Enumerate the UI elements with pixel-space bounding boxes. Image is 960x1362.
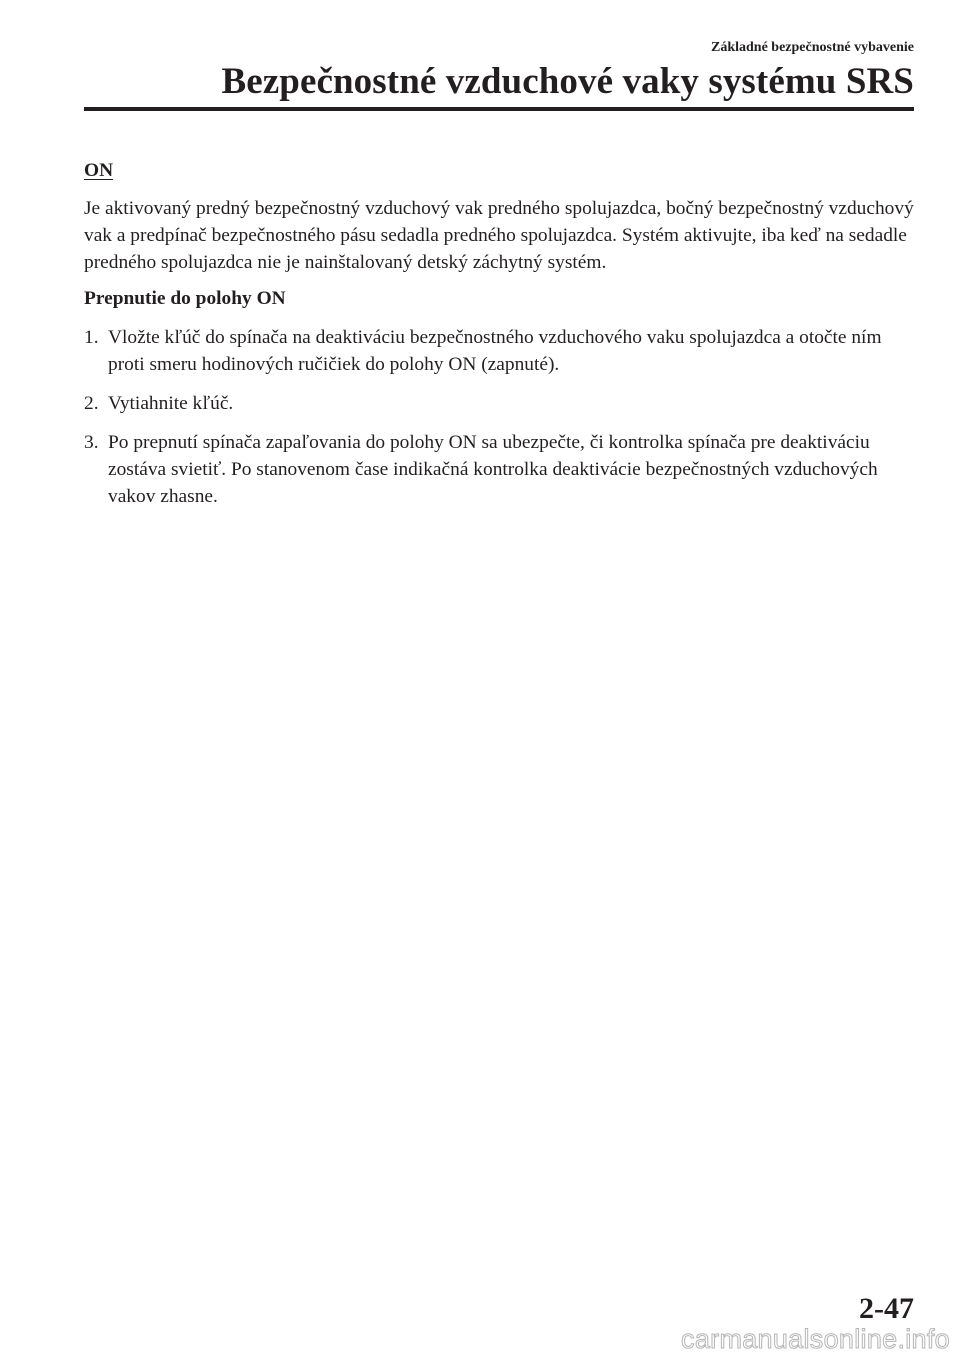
section-title: Bezpečnostné vzduchové vaky systému SRS — [221, 61, 914, 102]
procedure-step-1 — [84, 324, 914, 378]
procedure-steps — [84, 324, 914, 510]
step-text: Vytiahnite kľúč. — [108, 393, 234, 414]
chapter-title: Základné bezpečnostné vybavenie — [710, 40, 914, 55]
step-number: 1. — [84, 327, 99, 348]
step-text: Po prepnutí spínača zapaľovania do polohy ON sa ubezpečte, či kontrolka spínača pre deaktiváciu zostáva svietiť. Po stanovenom čase indikačná kontrolka deaktivácie bezpečnostných vzduchových vakov zhasne. — [108, 432, 878, 507]
procedure-step-2 — [84, 390, 914, 417]
site-watermark: carmanualsonline.info — [681, 1324, 950, 1354]
procedure-heading: Prepnutie do polohy ON — [84, 288, 286, 309]
step-number: 2. — [84, 393, 99, 414]
step-text: Vložte kľúč do spínača na deaktiváciu bezpečnostného vzduchového vaku spolujazdca a otočte ním proti smeru hodinových ručičiek do polohy ON (zapnuté). — [108, 327, 882, 375]
mode-label: ON — [84, 160, 114, 181]
mode-description: Je aktivovaný predný bezpečnostný vzduchový vak predného spolujazdca, bočný bezpečnostný vzduchový vak a predpínač bezpečnostného pásu sedadla predného spolujazdca. Systém aktivujte, iba keď na sedadle predného spolujazdca nie je nainštalovaný detský záchytný systém. — [84, 198, 914, 273]
step-number: 3. — [84, 432, 99, 453]
header-divider — [84, 107, 914, 111]
page-number: 2-47 — [859, 1292, 914, 1325]
procedure-step-3 — [84, 429, 914, 510]
page-content — [84, 157, 914, 522]
